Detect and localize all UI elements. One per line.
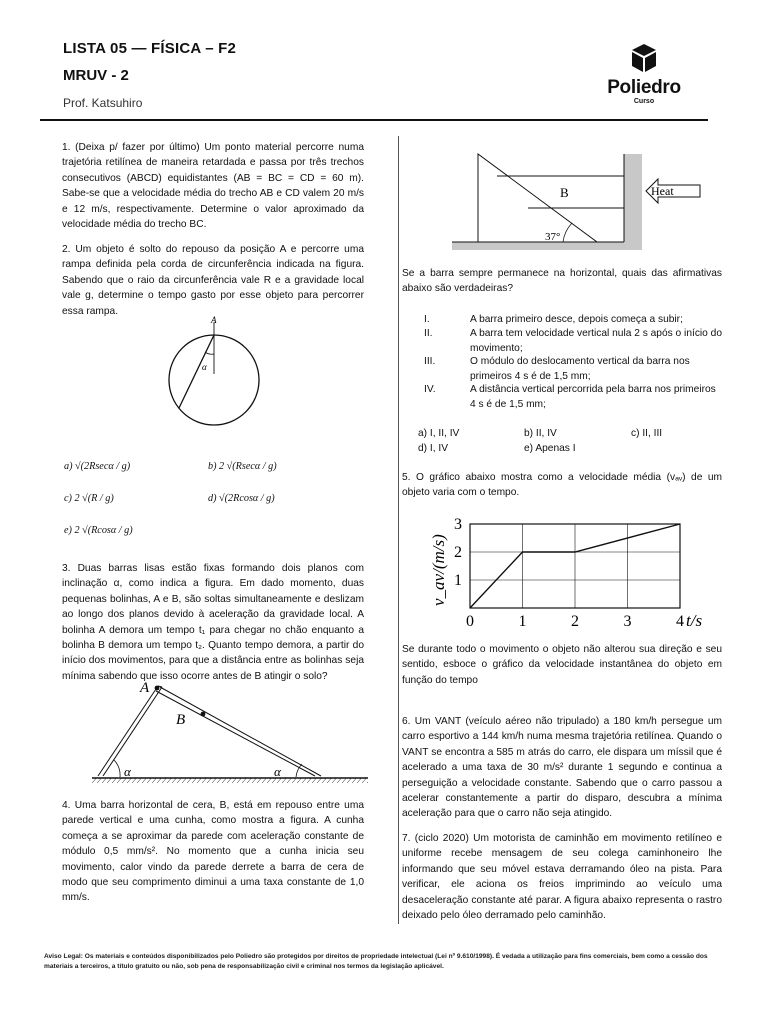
q4-item-text: A barra tem velocidade vertical nula 2 s após o início do movimento; (470, 328, 723, 354)
label-a: A (211, 315, 217, 325)
label-alpha: α (202, 362, 207, 372)
y-axis-label: v_av/(m/s) (429, 534, 448, 606)
q2-option-e: e) 2 √(Rcosα / g) (64, 525, 133, 536)
question-5: 5. O gráfico abaixo mostra como a velocidade média (vₐᵥ) de um objeto varia com o tempo. (402, 472, 722, 499)
question-7: 7. (ciclo 2020) Um motorista de caminhão em movimento retilíneo e uniforme recebe mensagem de seu colega caminhoneiro lhe informando que seu móvel estava derramando óleo na pista. Para verificar, ele aciona os freios imprimindo ao veículo uma desaceleração constante até parar. A figura abaixo representa o rastro deixado pelo óleo derramado pelo caminhão. (402, 833, 722, 922)
q4-option-d: d) I, IV (418, 443, 449, 454)
column-divider (398, 136, 399, 924)
wax-bar-figure (452, 146, 702, 254)
q4-question: Se a barra sempre permanece na horizontal, quais das afirmativas abaixo são verdadeiras? (402, 268, 722, 295)
label-alpha-right: α (274, 764, 281, 779)
label-a: A (140, 680, 150, 696)
q4-option-e: e) Apenas I (524, 443, 576, 454)
y-tick-label: 2 (454, 544, 462, 561)
velocity-chart (426, 506, 716, 632)
q4-item-text: A barra primeiro desce, depois começa a subir; (470, 314, 683, 325)
inclined-bars-figure (90, 678, 370, 788)
y-tick-label: 3 (454, 516, 462, 533)
question-2: 2. Um objeto é solto do repouso da posição A e percorre uma rampa definida pela corda de circunferência indicada na figura. Sabendo que o raio da circunferência vale R e a gravidade local vale g, determine o tempo gasto por esse objeto para percorrer essa rampa. (62, 244, 364, 317)
x-tick-label: 3 (623, 613, 632, 630)
q2-option-a: a) √(2Rsecα / g) (64, 461, 131, 472)
professor-name: Prof. Katsuhiro (63, 96, 143, 110)
q4-option-c: c) II, III (631, 428, 663, 439)
page-subtitle: MRUV - 2 (63, 67, 129, 84)
q4-item-text: O módulo do deslocamento vertical da barra nos primeiros 4 s é de 1,5 mm; (470, 356, 690, 382)
page-title: LISTA 05 — FÍSICA – F2 (63, 40, 237, 57)
x-tick-label: 1 (518, 613, 527, 630)
legal-notice: Aviso Legal: Os materiais e conteúdos disponibilizados pelo Poliedro são protegidos por direitos de propriedade intelectual (Lei nº 9.610/1998). É vedada a utilização para fins comerciais, bem como a cessão dos materiais a terceiros, a título gratuito ou não, sob pena de responsabilização civil e criminal nos termos da legislação aplicável. (44, 953, 708, 970)
question-4: 4. Uma barra horizontal de cera, B, está em repouso entre uma parede vertical e uma cunha, como mostra a figura. A cunha começa a se aproximar da parede com aceleração constante de módulo 0,5 mm/s². No momento que a cunha inicia seu movimento, calor vindo da parede derrete a barra de cera de modo que seu comprimento diminui a uma taxa constante de 1,0 mm/s. (62, 800, 364, 904)
q4-item-text: A distância vertical percorrida pela barra nos primeiros 4 s é de 1,5 mm; (470, 384, 716, 410)
y-tick-label: 1 (454, 572, 462, 589)
logo-name: Poliedro (607, 77, 681, 98)
header-rule (40, 119, 708, 121)
label-b: B (560, 185, 569, 200)
q4-option-b: b) II, IV (524, 428, 557, 439)
q2-option-c: c) 2 √(R / g) (64, 493, 114, 504)
circle-figure (160, 314, 270, 436)
logo-sub: Curso (633, 98, 655, 105)
x-tick-label: 4 (676, 613, 684, 630)
q4-option-a: a) I, II, IV (418, 428, 460, 439)
question-3: 3. Duas barras lisas estão fixas formando dois planos com inclinação α, como indica a figura. Em dado momento, duas pequenas bolinhas, A e B, são soltas simultaneamente e deslizam ao longo dos planos devido à aceleração da gravidade local. A bolinha A demora um tempo t₁ para chegar no chão enquanto a bolinha B demora um tempo t₂. Quanto tempo demora, a partir do início dos movimentos, para que a distância entre as bolinhas seja mínima sabendo que isso ocorre antes de B atingir o solo? (62, 563, 364, 682)
label-heat: Heat (651, 184, 674, 198)
x-axis-label: t/s (686, 611, 703, 630)
question-1: 1. (Deixa p/ fazer por último) Um ponto material percorre numa trajetória retilínea de maneira retardada e passa por três trechos consecutivos (ABCD) equidistantes (AB = BC = CD = 60 m). Sabe-se que a velocidade média do trecho AB e CD valem 20 m/s e 12 m/s, respectivamente. Determine o valor aproximado da velocidade média do trecho BC. (62, 142, 364, 231)
question-6: 6. Um VANT (veículo aéreo não tripulado) a 180 km/h persegue um carro esportivo a 144 km/h numa mesma trajetória retilínea. Quando o VANT se encontra a 585 m atrás do carro, ele dispara um míssil que é acelerado a uma taxa de 30 m/s² durante 1 segundo e continua a perseguição a velocidade constante. Sabendo que o carro passou a acelerar constantemente a partir do disparo, descubra a mínima aceleração para que o carro não seja atingido. (402, 716, 722, 820)
cube-icon (598, 42, 690, 78)
label-angle: 37° (545, 231, 561, 243)
x-tick-label: 0 (466, 613, 474, 630)
q4-item-num: II. (424, 328, 433, 339)
q4-item-num: III. (424, 356, 436, 367)
q2-option-b: b) 2 √(Rsecα / g) (208, 461, 277, 472)
q2-option-d: d) √(2Rcosα / g) (208, 493, 275, 504)
q4-item-num: IV. (424, 384, 436, 395)
q4-item-num: I. (424, 314, 430, 325)
x-tick-label: 2 (571, 613, 579, 630)
q5-followup: Se durante todo o movimento o objeto não alterou sua direção e seu sentido, esboce o gráfico da velocidade instantânea do objeto em função do tempo (402, 644, 722, 686)
label-alpha-left: α (124, 764, 131, 779)
poliedro-logo (598, 42, 690, 110)
label-b: B (176, 712, 186, 728)
